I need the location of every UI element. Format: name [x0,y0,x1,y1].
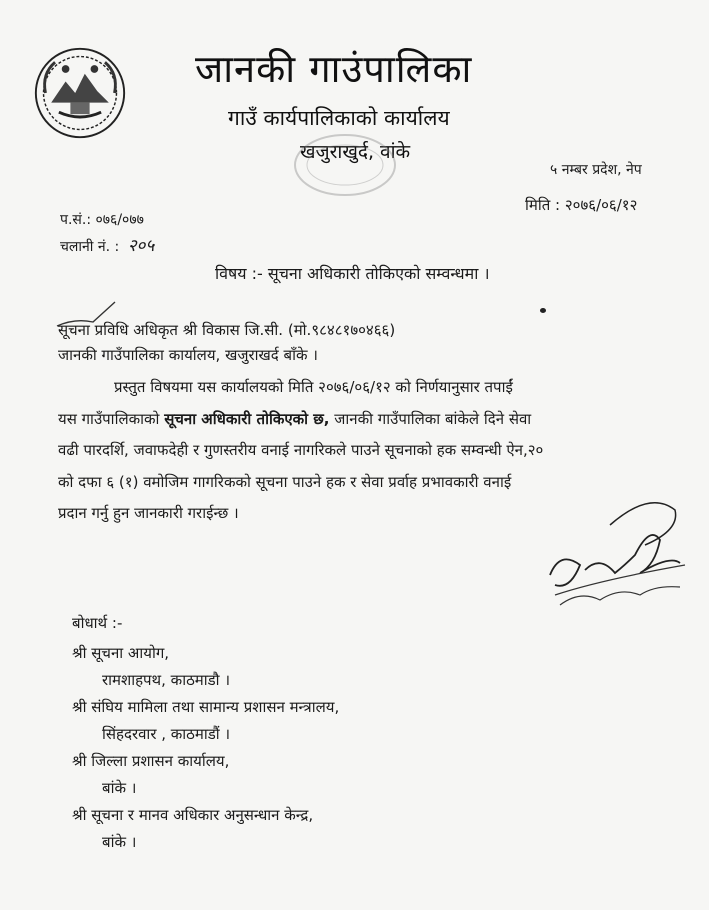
province-text: ५ नम्बर प्रदेश, नेप [550,162,642,178]
body-line-3: वढी पारदर्शि, जवाफदेही र गुणस्तरीय वनाई नागरिकले पाउने सूचनाको हक सम्वन्धी ऐन,२० [58,441,544,459]
addressee-line-2: जानकी गाउँपालिका कार्यालय, खजुराखर्द बाँके । [58,346,318,364]
addressee-line-1: सूचना प्रविधि अधिकृत श्री विकास जि.सी. (मो.९८४८१७०४६६) [58,321,396,339]
ink-dot [540,308,546,313]
cc-recipient: श्री जिल्ला प्रशासन कार्यालय, [72,752,230,770]
cc-recipient: श्री संघिय मामिला तथा सामान्य प्रशासन मन्त्रालय, [72,698,340,716]
cc-recipient-address: रामशाहपथ, काठमाडौ । [102,671,231,689]
cc-recipient-address: बांके । [102,833,137,851]
nepal-emblem-icon [32,45,128,141]
body-line-1: प्रस्तुत विषयमा यस कार्यालयको मिति २०७६/०६/१२ को निर्णयानुसार तपाईं [114,378,513,396]
cc-recipient: श्री सूचना र मानव अधिकार अनुसन्धान केन्द्र, [72,806,314,824]
signature-icon [540,495,690,615]
dispatch-label: चलानी नं. : [60,239,120,255]
cc-recipient-address: सिंहदरवार , काठमाडौं । [102,725,231,743]
ps-label: प.सं.: [60,212,92,228]
cc-recipient: श्री सूचना आयोग, [72,644,170,662]
body-line-4: को दफा ६ (१) वमोजिम गागरिकको सूचना पाउने हक र सेवा प्रर्वाह प्रभावकारी वनाई [58,472,512,491]
letter-subject: विषय :- सूचना अधिकारी तोकिएको सम्वन्धमा । [215,264,490,283]
cc-title: बोधार्थ :- [72,614,123,632]
body-line-5: प्रदान गर्नु हुन जानकारी गराईन्छ । [58,504,239,522]
ps-value: ०७६/०७७ [95,212,144,228]
reference-number [60,210,144,229]
municipality-title: जानकी गाउंपालिका [195,47,473,91]
office-location: खजुराखुर्द, वांके [300,141,411,163]
office-stamp-icon [290,130,400,200]
cc-recipient-address: बांके । [102,779,137,797]
dispatch-value: २०५ [127,236,155,256]
letter-date: मिति : २०७६/०६/१२ [525,196,638,214]
cc-list [72,640,339,856]
office-name: गाउँ कार्यपालिकाको कार्यालय [228,106,450,130]
body-line-2: यस गाउँपालिकाको सूचना अधिकारी तोकिएको छ, जानकी गाउँपालिका बांकेले दिने सेवा [58,409,532,428]
dispatch-number [60,233,154,256]
